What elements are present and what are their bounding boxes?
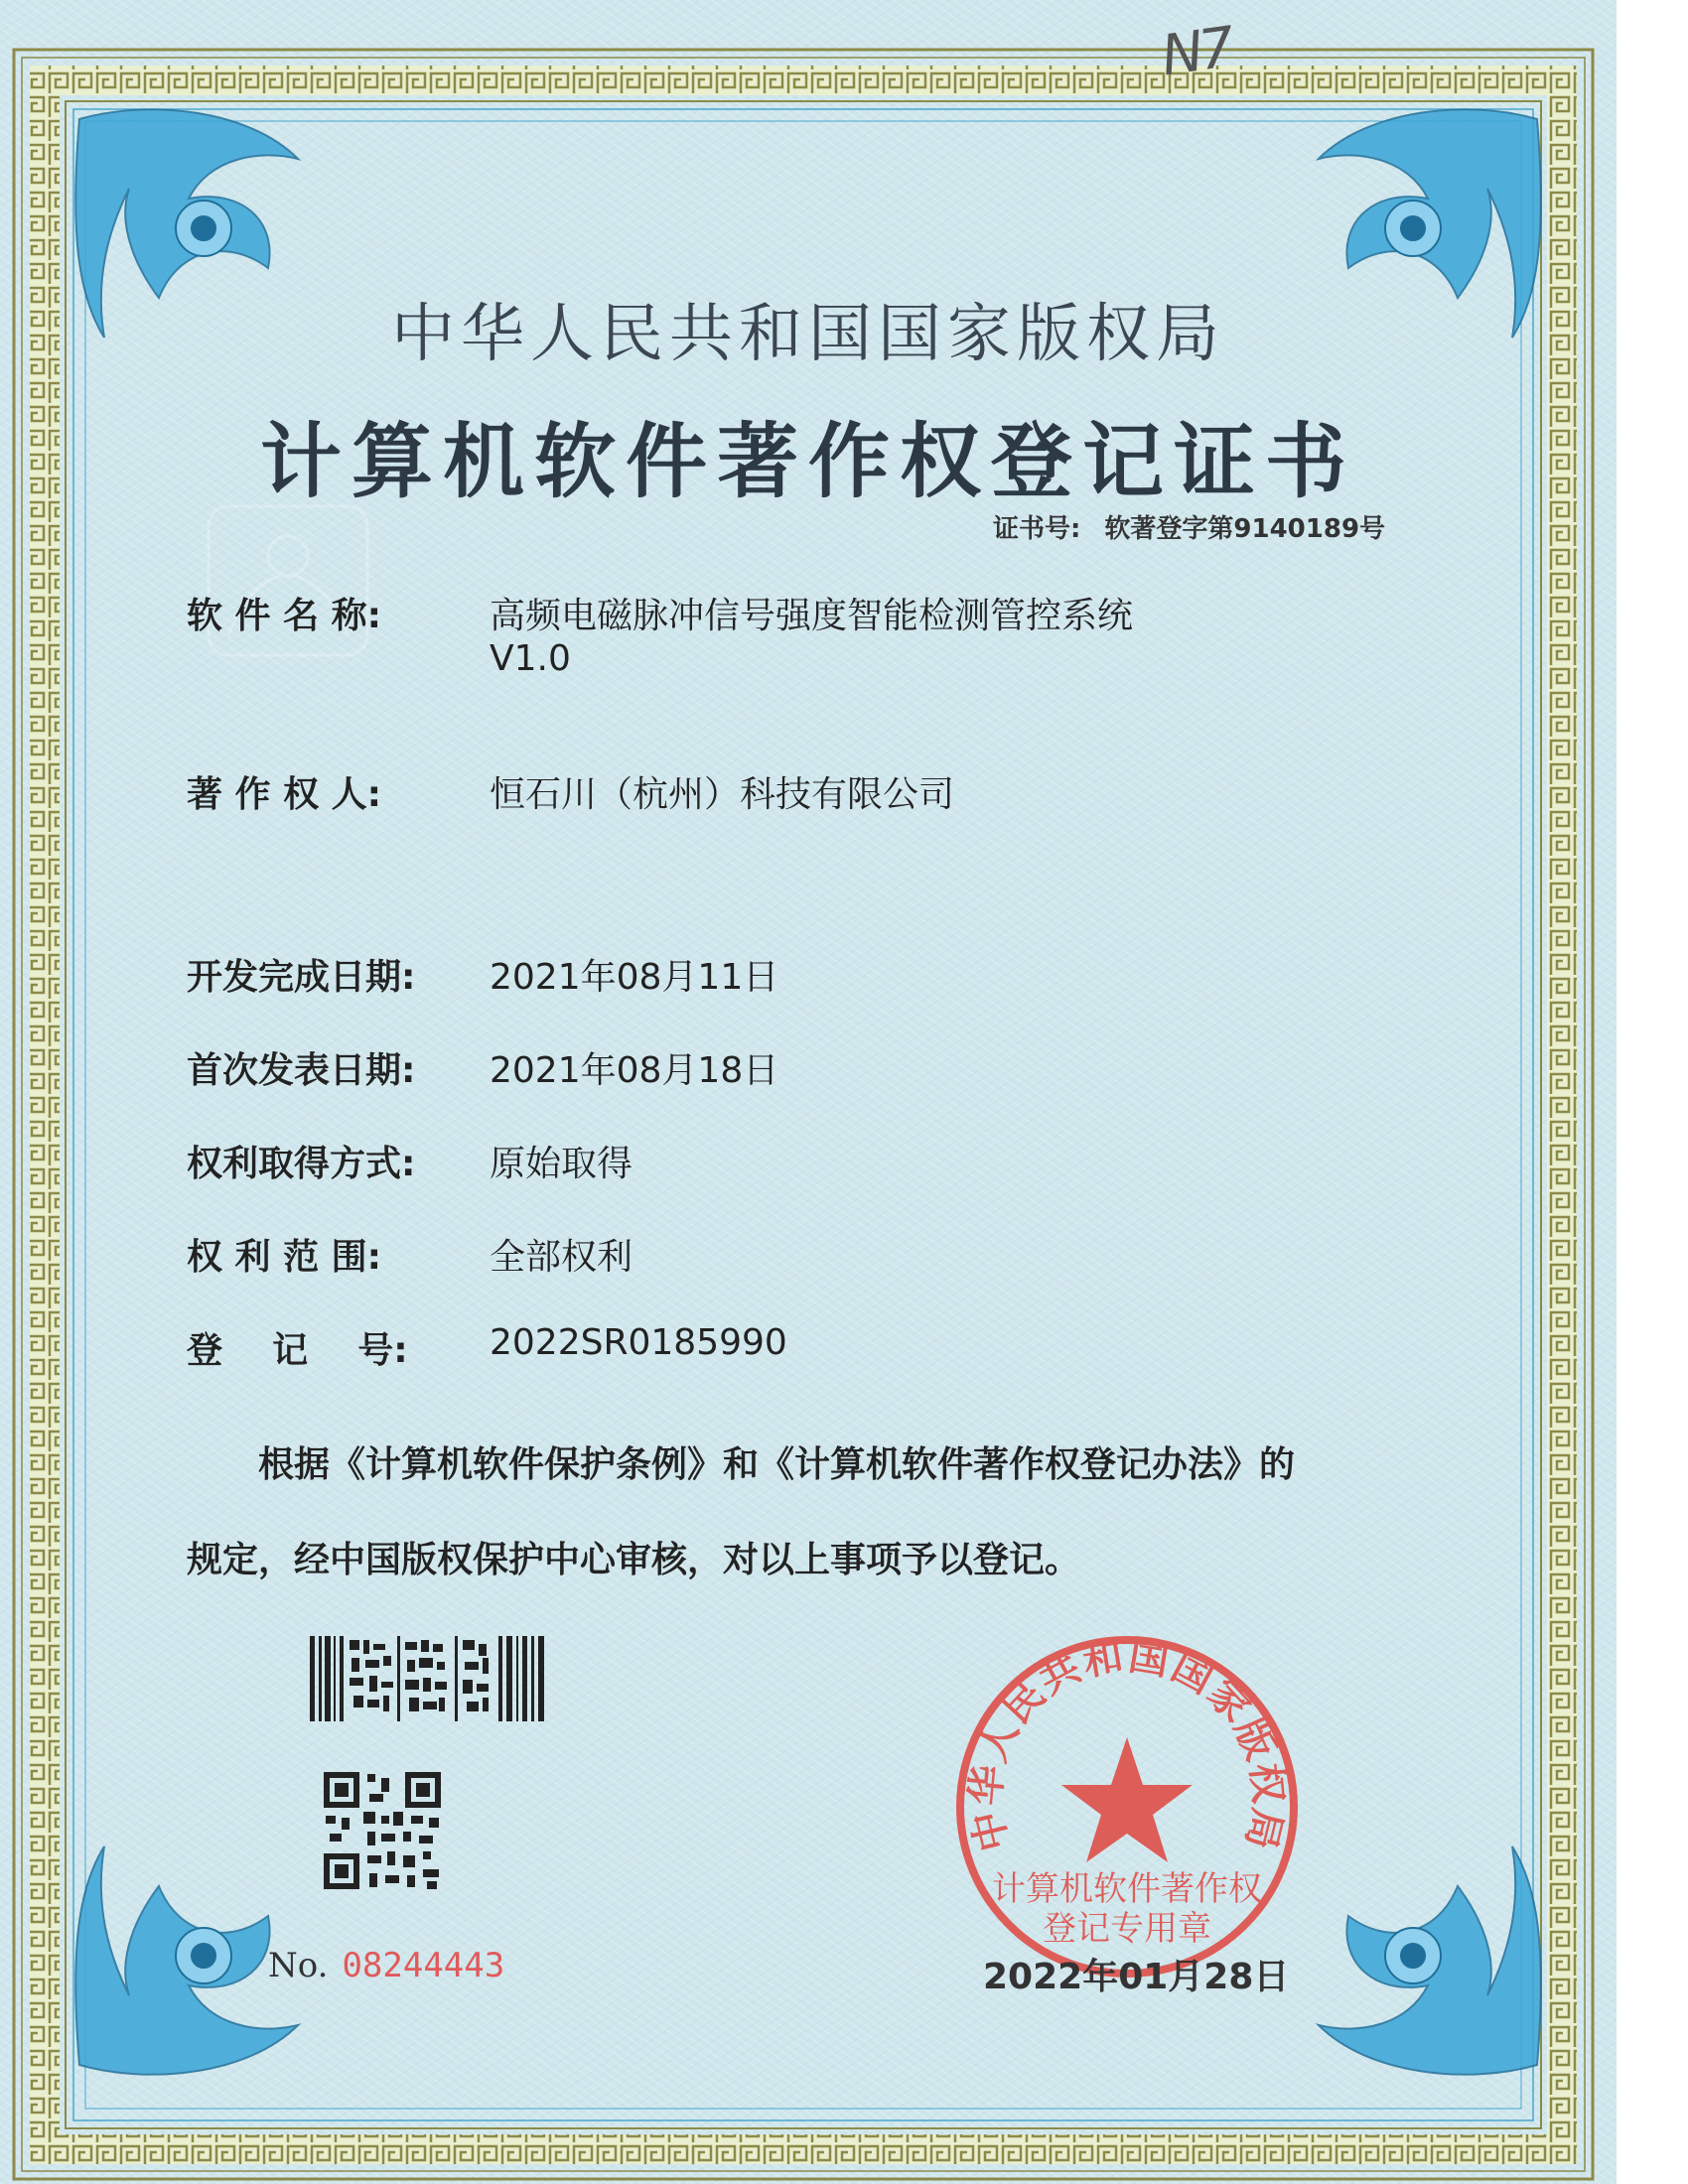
serial-number [268, 1946, 504, 1985]
field-value: 全部权利 [490, 1237, 633, 1278]
basis-text-line1: 根据《计算机软件保护条例》和《计算机软件著作权登记办法》的 [258, 1444, 1296, 1485]
basis-text-line2: 规定，经中国版权保护中心审核，对以上事项予以登记。 [187, 1540, 1081, 1580]
field-value: 高频电磁脉冲信号强度智能检测管控系统 [490, 596, 1134, 636]
seal-ring-text: 中华人民共和国国家版权局 [962, 1633, 1292, 1856]
field-software-name [187, 588, 1133, 679]
field-value: 2021年08月11日 [490, 957, 779, 998]
serial-value: 08244443 [342, 1946, 505, 1985]
certificate-number-label: 证书号: [993, 514, 1081, 544]
issue-date: 2022年01月28日 [983, 1957, 1290, 1997]
seal-inner-line1: 计算机软件著作权 [992, 1869, 1262, 1909]
field-label: 著 作 权 人: [187, 774, 381, 815]
field-rights-scope [187, 1229, 633, 1280]
corner-ornament-bottom-left [75, 1846, 298, 2075]
scan-edge [1617, 0, 1688, 2184]
seal-inner-line2: 登记专用章 [1043, 1909, 1211, 1949]
serial-prefix: No. [268, 1946, 329, 1985]
field-copyright-owner [187, 766, 954, 817]
field-value: 恒石川（杭州）科技有限公司 [490, 774, 955, 815]
field-label: 首次发表日期: [187, 1050, 416, 1091]
field-registration-number [187, 1322, 787, 1373]
corner-ornament-bottom-right [1319, 1846, 1541, 2075]
qr-code [324, 1772, 441, 1889]
field-first-publication-date [187, 1042, 778, 1093]
field-label: 权 利 范 围: [187, 1237, 381, 1278]
field-value: 2021年08月18日 [490, 1050, 779, 1091]
seal-star-icon [1061, 1737, 1193, 1862]
certificate-number [993, 508, 1409, 545]
field-label: 登 记 号: [187, 1330, 408, 1371]
field-development-date [187, 949, 778, 1000]
official-seal [948, 1628, 1306, 1985]
field-value: 原始取得 [490, 1144, 633, 1184]
field-value-line2: V1.0 [490, 638, 571, 679]
handwritten-mark: N7 [1157, 15, 1235, 89]
issuing-authority: 中华人民共和国国家版权局 [391, 298, 1225, 371]
field-label: 开发完成日期: [187, 957, 416, 998]
field-label: 软 件 名 称: [187, 596, 381, 636]
barcode [310, 1636, 544, 1721]
field-value: 2022SR0185990 [490, 1322, 787, 1363]
certificate-title: 计算机软件著作权登记证书 [259, 414, 1356, 509]
field-acquisition-method [187, 1136, 633, 1186]
certificate-number-value: 软著登字第9140189号 [1104, 514, 1386, 544]
field-label: 权利取得方式: [187, 1144, 416, 1184]
